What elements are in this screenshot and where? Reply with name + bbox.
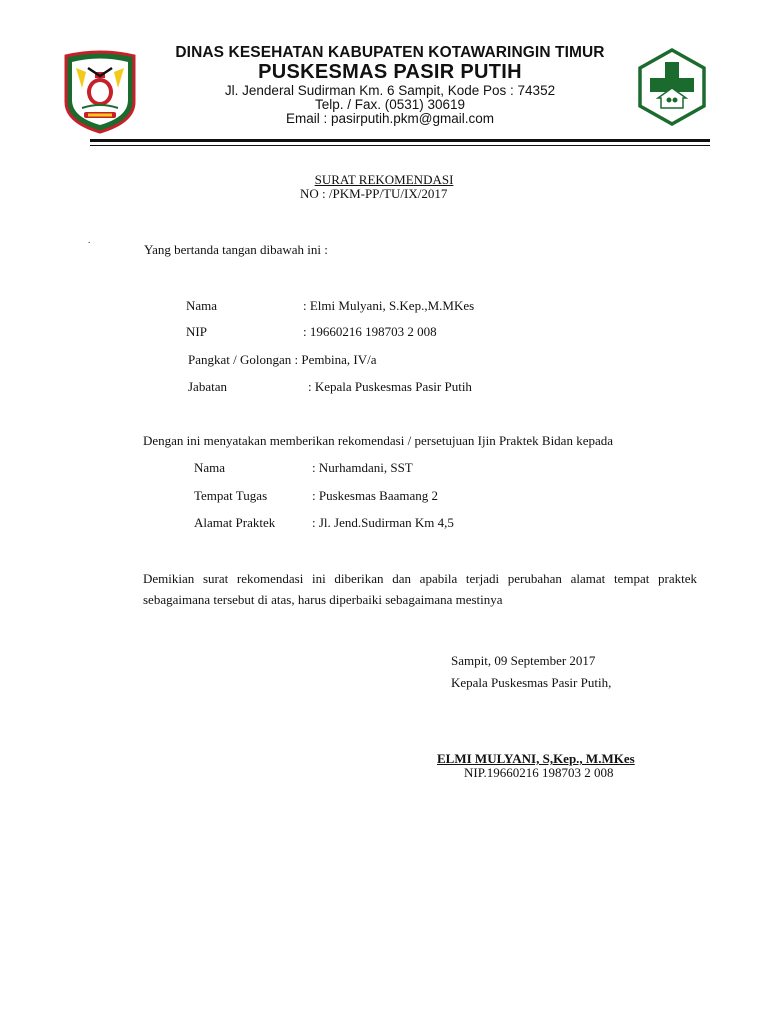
signer-position-label: Jabatan [188, 379, 227, 394]
agency-name: DINAS KESEHATAN KABUPATEN KOTAWARINGIN TIMUR [175, 44, 605, 61]
signer-title: Kepala Puskesmas Pasir Putih, [451, 675, 612, 690]
margin-dot: . [88, 235, 91, 245]
subject-address-value: : Jl. Jend.Sudirman Km 4,5 [312, 515, 454, 530]
subject-name-label: Nama [194, 460, 226, 475]
statement-line: Dengan ini menyatakan memberikan rekomendasi / persetujuan Ijin Praktek Bidan kepada [143, 433, 614, 448]
signer-rank-line: Pangkat / Golongan : Pembina, IV/a [188, 352, 377, 367]
puskesmas-emblem-logo [636, 48, 708, 126]
office-address: Jl. Jenderal Sudirman Km. 6 Sampit, Kode Pos : 74352 [224, 83, 556, 98]
signature-name: ELMI MULYANI, S,Kep., M.MKes [437, 751, 635, 766]
opening-line: Yang bertanda tangan dibawah ini : [144, 242, 328, 257]
letterhead-rule-thin [90, 145, 710, 146]
signer-name-value: : Elmi Mulyani, S.Kep.,M.MKes [303, 298, 475, 313]
office-phone: Telp. / Fax. (0531) 30619 [314, 97, 466, 112]
place-date: Sampit, 09 September 2017 [451, 653, 596, 668]
letterhead-rule-thick [90, 139, 710, 142]
subject-workplace-value: : Puskesmas Baamang 2 [312, 488, 439, 503]
puskesmas-name: PUSKESMAS PASIR PUTIH [258, 61, 522, 83]
letter-number: NO : /PKM-PP/TU/IX/2017 [300, 186, 448, 201]
subject-workplace-label: Tempat Tugas [194, 488, 268, 503]
subject-name-value: : Nurhamdani, SST [312, 460, 413, 475]
closing-paragraph: Demikian surat rekomendasi ini diberikan dan apabila terjadi perubahan alamat tempat praktek sebagaimana tersebut di atas, harus diperbaiki sebagaimana mestinya [143, 571, 697, 607]
regency-emblem-logo [62, 50, 138, 134]
subject-address-label: Alamat Praktek [194, 515, 276, 530]
signer-position-value: : Kepala Puskesmas Pasir Putih [308, 379, 472, 394]
signature-nip: NIP.19660216 198703 2 008 [464, 765, 614, 780]
signer-nip-value: : 19660216 198703 2 008 [303, 324, 437, 339]
signer-name-label: Nama [186, 298, 218, 313]
signer-nip-label: NIP [186, 324, 207, 339]
office-email: Email : pasirputih.pkm@gmail.com [285, 111, 495, 126]
letter-title-text: SURAT REKOMENDASI [314, 172, 454, 187]
